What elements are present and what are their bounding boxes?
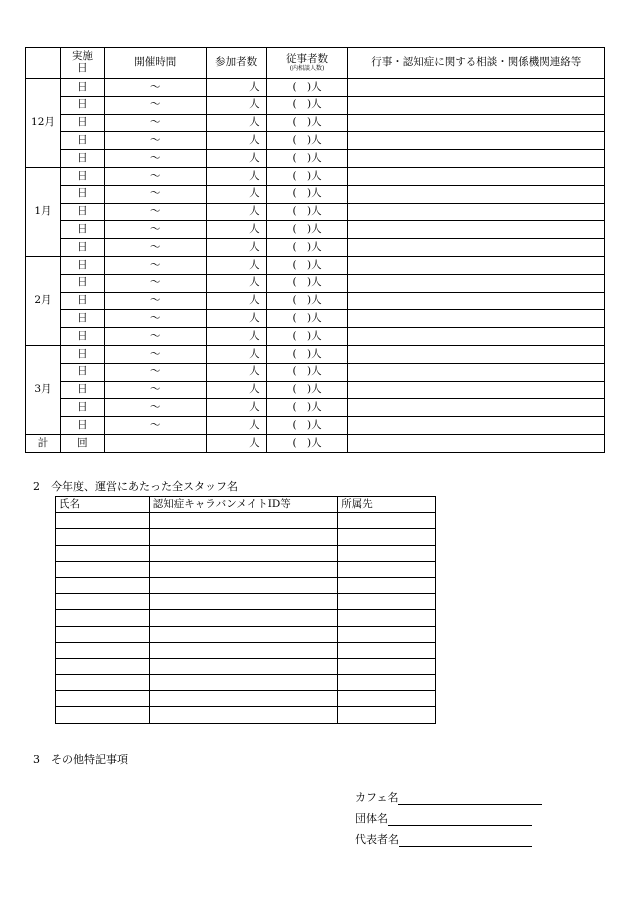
staff-affiliation-cell[interactable] (338, 642, 436, 658)
staff-name-cell[interactable] (56, 610, 150, 626)
activity-row (26, 185, 605, 203)
day-cell[interactable]: 日 (60, 221, 104, 239)
day-cell[interactable]: 日 (60, 328, 104, 346)
notes-cell[interactable] (348, 239, 605, 257)
activity-row (26, 292, 605, 310)
month-label: 12月 (26, 79, 61, 168)
participants-cell[interactable]: 人 (206, 256, 266, 274)
signature-group-blank[interactable] (388, 813, 532, 826)
staff-cell[interactable]: ( )人 (266, 185, 348, 203)
day-cell[interactable]: 日 (60, 363, 104, 381)
staff-id-cell[interactable] (149, 529, 337, 545)
month-label: 2月 (26, 256, 61, 345)
time-cell[interactable]: ～ (104, 167, 206, 185)
activity-row (26, 256, 605, 274)
participants-cell[interactable]: 人 (206, 185, 266, 203)
day-cell[interactable]: 日 (60, 132, 104, 150)
participants-cell[interactable]: 人 (206, 363, 266, 381)
staff-row (56, 658, 436, 674)
staff-id-cell[interactable] (149, 513, 337, 529)
staff-cell[interactable]: ( )人 (266, 203, 348, 221)
staff-cell[interactable]: ( )人 (266, 79, 348, 97)
activity-row (26, 399, 605, 417)
notes-cell[interactable] (348, 185, 605, 203)
participants-cell[interactable]: 人 (206, 399, 266, 417)
signature-representative (355, 831, 532, 847)
staff-row (56, 642, 436, 658)
participants-cell[interactable]: 人 (206, 239, 266, 257)
header-notes: 行事・認知症に関する相談・関係機関連絡等 (348, 48, 605, 79)
day-cell[interactable]: 日 (60, 185, 104, 203)
time-cell[interactable]: ～ (104, 274, 206, 292)
total-row (26, 434, 605, 452)
total-count-cell[interactable]: 回 (60, 434, 104, 452)
signature-cafe-label: カフェ名 (355, 791, 399, 804)
day-cell[interactable]: 日 (60, 167, 104, 185)
time-cell[interactable]: ～ (104, 256, 206, 274)
staff-row (56, 561, 436, 577)
staff-cell[interactable]: ( )人 (266, 292, 348, 310)
time-cell[interactable]: ～ (104, 150, 206, 168)
activity-table-header (26, 48, 605, 79)
day-cell[interactable]: 日 (60, 292, 104, 310)
signature-group (355, 810, 532, 826)
participants-cell[interactable]: 人 (206, 203, 266, 221)
time-cell[interactable]: ～ (104, 381, 206, 399)
total-staff-cell[interactable]: ( )人 (266, 434, 348, 452)
participants-cell[interactable]: 人 (206, 167, 266, 185)
staff-name-cell[interactable] (56, 626, 150, 642)
staff-row (56, 626, 436, 642)
day-cell[interactable]: 日 (60, 79, 104, 97)
time-cell[interactable]: ～ (104, 363, 206, 381)
staff-id-cell[interactable] (149, 610, 337, 626)
staff-cell[interactable]: ( )人 (266, 96, 348, 114)
activity-row (26, 239, 605, 257)
staff-id-cell[interactable] (149, 561, 337, 577)
staff-cell[interactable]: ( )人 (266, 132, 348, 150)
staff-cell[interactable]: ( )人 (266, 274, 348, 292)
notes-cell[interactable] (348, 114, 605, 132)
activity-row (26, 363, 605, 381)
month-label: 3月 (26, 345, 61, 434)
notes-cell[interactable] (348, 274, 605, 292)
notes-cell[interactable] (348, 399, 605, 417)
staff-affiliation-cell[interactable] (338, 626, 436, 642)
staff-affiliation-cell[interactable] (338, 513, 436, 529)
participants-cell[interactable]: 人 (206, 114, 266, 132)
activity-row (26, 150, 605, 168)
header-staff-label: 従事者数 (286, 53, 329, 66)
staff-id-cell[interactable] (149, 545, 337, 561)
signature-representative-label: 代表者名 (355, 833, 399, 846)
staff-cell[interactable]: ( )人 (266, 256, 348, 274)
staff-name-cell[interactable] (56, 545, 150, 561)
day-cell[interactable]: 日 (60, 417, 104, 435)
day-cell[interactable]: 日 (60, 345, 104, 363)
notes-cell[interactable] (348, 381, 605, 399)
staff-cell[interactable]: ( )人 (266, 310, 348, 328)
total-notes-cell (348, 434, 605, 452)
time-cell[interactable]: ～ (104, 79, 206, 97)
activity-row (26, 114, 605, 132)
staff-table (55, 496, 436, 724)
participants-cell[interactable]: 人 (206, 274, 266, 292)
activity-row (26, 381, 605, 399)
notes-cell[interactable] (348, 256, 605, 274)
staff-cell[interactable]: ( )人 (266, 239, 348, 257)
day-cell[interactable]: 日 (60, 274, 104, 292)
signature-representative-blank[interactable] (399, 834, 532, 847)
staff-header-name: 氏名 (56, 497, 150, 513)
staff-cell[interactable]: ( )人 (266, 150, 348, 168)
staff-affiliation-cell[interactable] (338, 658, 436, 674)
staff-affiliation-cell[interactable] (338, 707, 436, 723)
header-participants: 参加者数 (206, 48, 266, 79)
staff-row (56, 691, 436, 707)
activity-row (26, 310, 605, 328)
notes-cell[interactable] (348, 221, 605, 239)
header-time: 開催時間 (104, 48, 206, 79)
time-cell[interactable]: ～ (104, 185, 206, 203)
signature-cafe (355, 789, 542, 805)
time-cell[interactable]: ～ (104, 399, 206, 417)
notes-cell[interactable] (348, 79, 605, 97)
day-cell[interactable]: 日 (60, 114, 104, 132)
staff-id-cell[interactable] (149, 707, 337, 723)
time-cell[interactable]: ～ (104, 96, 206, 114)
staff-name-cell[interactable] (56, 691, 150, 707)
activity-row (26, 79, 605, 97)
staff-cell[interactable]: ( )人 (266, 417, 348, 435)
time-cell[interactable]: ～ (104, 114, 206, 132)
staff-id-cell[interactable] (149, 691, 337, 707)
time-cell[interactable]: ～ (104, 221, 206, 239)
staff-name-cell[interactable] (56, 675, 150, 691)
activity-table (25, 47, 605, 453)
total-participants-cell[interactable]: 人 (206, 434, 266, 452)
staff-cell[interactable]: ( )人 (266, 328, 348, 346)
staff-table-body (56, 513, 436, 723)
participants-cell[interactable]: 人 (206, 292, 266, 310)
time-cell[interactable]: ～ (104, 203, 206, 221)
participants-cell[interactable]: 人 (206, 132, 266, 150)
staff-row (56, 707, 436, 723)
activity-row (26, 417, 605, 435)
staff-cell[interactable]: ( )人 (266, 221, 348, 239)
time-cell[interactable]: ～ (104, 292, 206, 310)
staff-row (56, 675, 436, 691)
staff-affiliation-cell[interactable] (338, 691, 436, 707)
activity-row (26, 132, 605, 150)
staff-affiliation-cell[interactable] (338, 577, 436, 593)
activity-row (26, 203, 605, 221)
header-date-label: 実施日 (71, 50, 93, 74)
header-blank (26, 48, 61, 79)
participants-cell[interactable]: 人 (206, 96, 266, 114)
staff-id-cell[interactable] (149, 642, 337, 658)
day-cell[interactable]: 日 (60, 399, 104, 417)
staff-affiliation-cell[interactable] (338, 545, 436, 561)
staff-name-cell[interactable] (56, 577, 150, 593)
staff-header-id: 認知症キャラバンメイトID等 (149, 497, 337, 513)
total-label: 計 (26, 434, 61, 452)
participants-cell[interactable]: 人 (206, 221, 266, 239)
staff-name-cell[interactable] (56, 658, 150, 674)
activity-row (26, 221, 605, 239)
notes-cell[interactable] (348, 310, 605, 328)
staff-row (56, 594, 436, 610)
total-time-cell (104, 434, 206, 452)
staff-affiliation-cell[interactable] (338, 610, 436, 626)
staff-id-cell[interactable] (149, 675, 337, 691)
participants-cell[interactable]: 人 (206, 345, 266, 363)
participants-cell[interactable]: 人 (206, 381, 266, 399)
notes-cell[interactable] (348, 132, 605, 150)
staff-cell[interactable]: ( )人 (266, 114, 348, 132)
activity-row (26, 167, 605, 185)
activity-row (26, 328, 605, 346)
notes-cell[interactable] (348, 96, 605, 114)
staff-cell[interactable]: ( )人 (266, 381, 348, 399)
staff-name-cell[interactable] (56, 707, 150, 723)
activity-row (26, 345, 605, 363)
staff-row (56, 513, 436, 529)
staff-id-cell[interactable] (149, 594, 337, 610)
header-staff-sub: (内相談人数) (289, 64, 325, 72)
staff-cell[interactable]: ( )人 (266, 363, 348, 381)
header-date (60, 48, 104, 79)
notes-cell[interactable] (348, 363, 605, 381)
notes-cell[interactable] (348, 167, 605, 185)
time-cell[interactable]: ～ (104, 310, 206, 328)
signature-group-label: 団体名 (355, 812, 388, 825)
staff-cell[interactable]: ( )人 (266, 345, 348, 363)
activity-table-body (26, 79, 605, 453)
staff-row (56, 610, 436, 626)
notes-cell[interactable] (348, 328, 605, 346)
section3-title: 3 その他特記事項 (33, 753, 128, 766)
day-cell[interactable]: 日 (60, 256, 104, 274)
staff-row (56, 577, 436, 593)
staff-name-cell[interactable] (56, 642, 150, 658)
notes-cell[interactable] (348, 345, 605, 363)
header-staff (266, 48, 348, 79)
time-cell[interactable]: ～ (104, 345, 206, 363)
staff-table-header (56, 497, 436, 513)
time-cell[interactable]: ～ (104, 132, 206, 150)
day-cell[interactable]: 日 (60, 310, 104, 328)
time-cell[interactable]: ～ (104, 328, 206, 346)
time-cell[interactable]: ～ (104, 239, 206, 257)
notes-cell[interactable] (348, 417, 605, 435)
staff-name-cell[interactable] (56, 594, 150, 610)
staff-row (56, 545, 436, 561)
staff-name-cell[interactable] (56, 561, 150, 577)
day-cell[interactable]: 日 (60, 239, 104, 257)
staff-affiliation-cell[interactable] (338, 561, 436, 577)
staff-id-cell[interactable] (149, 626, 337, 642)
participants-cell[interactable]: 人 (206, 310, 266, 328)
notes-cell[interactable] (348, 292, 605, 310)
section2-title: 2 今年度、運営にあたった全スタッフ名 (33, 480, 238, 493)
staff-affiliation-cell[interactable] (338, 594, 436, 610)
day-cell[interactable]: 日 (60, 150, 104, 168)
notes-cell[interactable] (348, 150, 605, 168)
staff-name-cell[interactable] (56, 513, 150, 529)
staff-id-cell[interactable] (149, 658, 337, 674)
staff-cell[interactable]: ( )人 (266, 167, 348, 185)
staff-affiliation-cell[interactable] (338, 675, 436, 691)
staff-header-affiliation: 所属先 (338, 497, 436, 513)
participants-cell[interactable]: 人 (206, 328, 266, 346)
staff-id-cell[interactable] (149, 577, 337, 593)
staff-name-cell[interactable] (56, 529, 150, 545)
signature-cafe-blank[interactable] (398, 792, 542, 805)
staff-row (56, 529, 436, 545)
participants-cell[interactable]: 人 (206, 417, 266, 435)
day-cell[interactable]: 日 (60, 203, 104, 221)
day-cell[interactable]: 日 (60, 96, 104, 114)
day-cell[interactable]: 日 (60, 381, 104, 399)
month-label: 1月 (26, 167, 61, 256)
staff-cell[interactable]: ( )人 (266, 399, 348, 417)
notes-cell[interactable] (348, 203, 605, 221)
participants-cell[interactable]: 人 (206, 150, 266, 168)
time-cell[interactable]: ～ (104, 417, 206, 435)
participants-cell[interactable]: 人 (206, 79, 266, 97)
activity-row (26, 274, 605, 292)
activity-row (26, 96, 605, 114)
staff-affiliation-cell[interactable] (338, 529, 436, 545)
